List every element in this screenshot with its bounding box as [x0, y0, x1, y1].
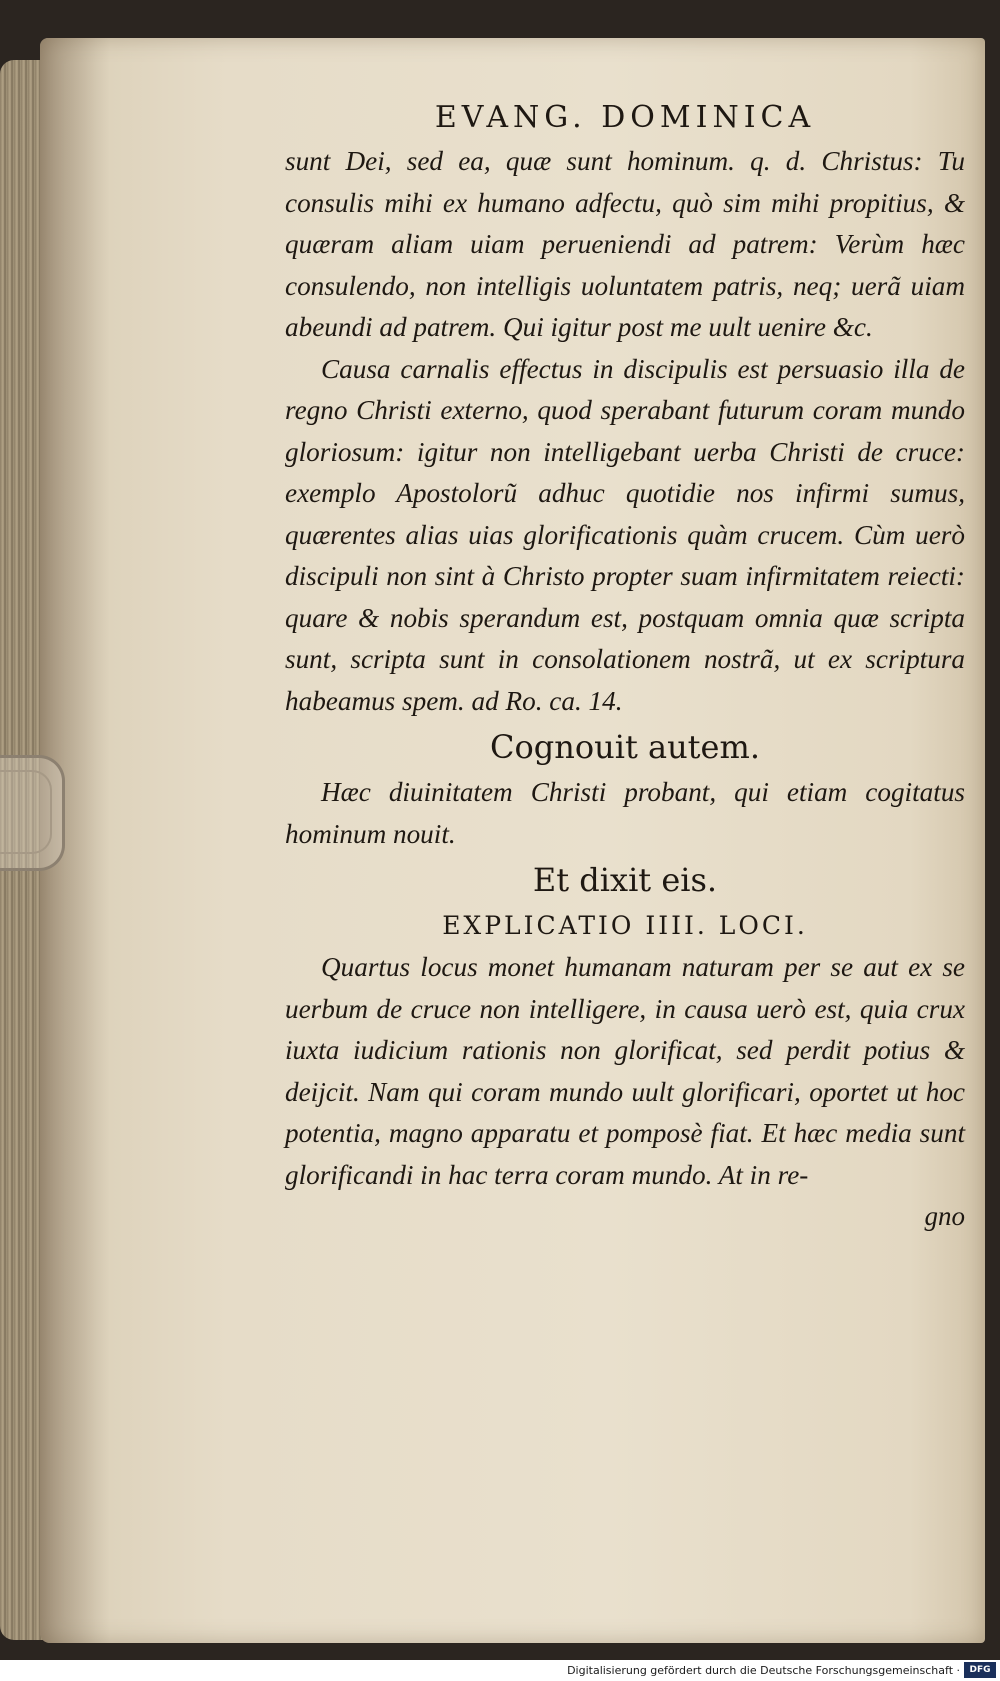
- section-heading-explicatio: EXPLICATIO IIII. LOCI.: [442, 911, 808, 940]
- page-body: [285, 141, 965, 1236]
- paragraph-4: Quartus locus monet humanam naturam per se aut ex se uerbum de cruce non intelligere, in causa uerò est, quia crux iuxta iudicium rationis non glorificat, sed perdit potius & deijcit. Nam qui coram mundo uult glorificari, oportet ut hoc potentia, magno apparatu et pomposè fiat. Et hæc media sunt glorificandi in hac terra coram mundo. At in re-: [285, 952, 965, 1190]
- paragraph-3: Hæc diuinitatem Christi probant, qui etiam cogitatus hominum nouit.: [285, 777, 965, 849]
- paragraph-2: Causa carnalis effectus in discipulis est persuasio illa de regno Christi externo, quod sperabant futurum coram mundo gloriosum: igitur non intelligebant uerba Christi de cruce: exemplo Apostolorũ adhuc quotidie nos infirmi sumus, quærentes alias uias glorificationis quàm crucem. Cùm uerò discipuli non sint à Christo propter suam infirmitatem reiecti: quare & nobis sperandum est, postquam omnia quæ scripta sunt, scripta sunt in consolationem nostrã, ut ex scriptura habeamus spem. ad Ro. ca. 14.: [285, 353, 965, 716]
- dfg-logo: DFG: [964, 1662, 996, 1678]
- running-head: EVANG. DOMINICA: [434, 100, 816, 135]
- book-clasp-inner: [0, 770, 52, 854]
- page-text-block: [285, 100, 965, 1236]
- footer-bar: [0, 1660, 1000, 1681]
- section-heading-et-dixit: Et dixit eis.: [532, 861, 718, 899]
- footer-credit: Digitalisierung gefördert durch die Deutsche Forschungsgemeinschaft ·: [567, 1664, 960, 1677]
- paragraph-1: sunt Dei, sed ea, quæ sunt hominum. q. d. Christus: Tu consulis mihi ex humano adfectu, quò sim mihi propitius, & quæram aliam uiam perueniendi ad patrem: Verùm hæc consulendo, non intelligis uoluntatem patris, neq; uerã uiam abeundi ad patrem. Qui igitur post me uult uenire &c.: [285, 146, 965, 342]
- catchword: gno: [924, 1201, 965, 1231]
- section-heading-cognouit: Cognouit autem.: [490, 728, 760, 766]
